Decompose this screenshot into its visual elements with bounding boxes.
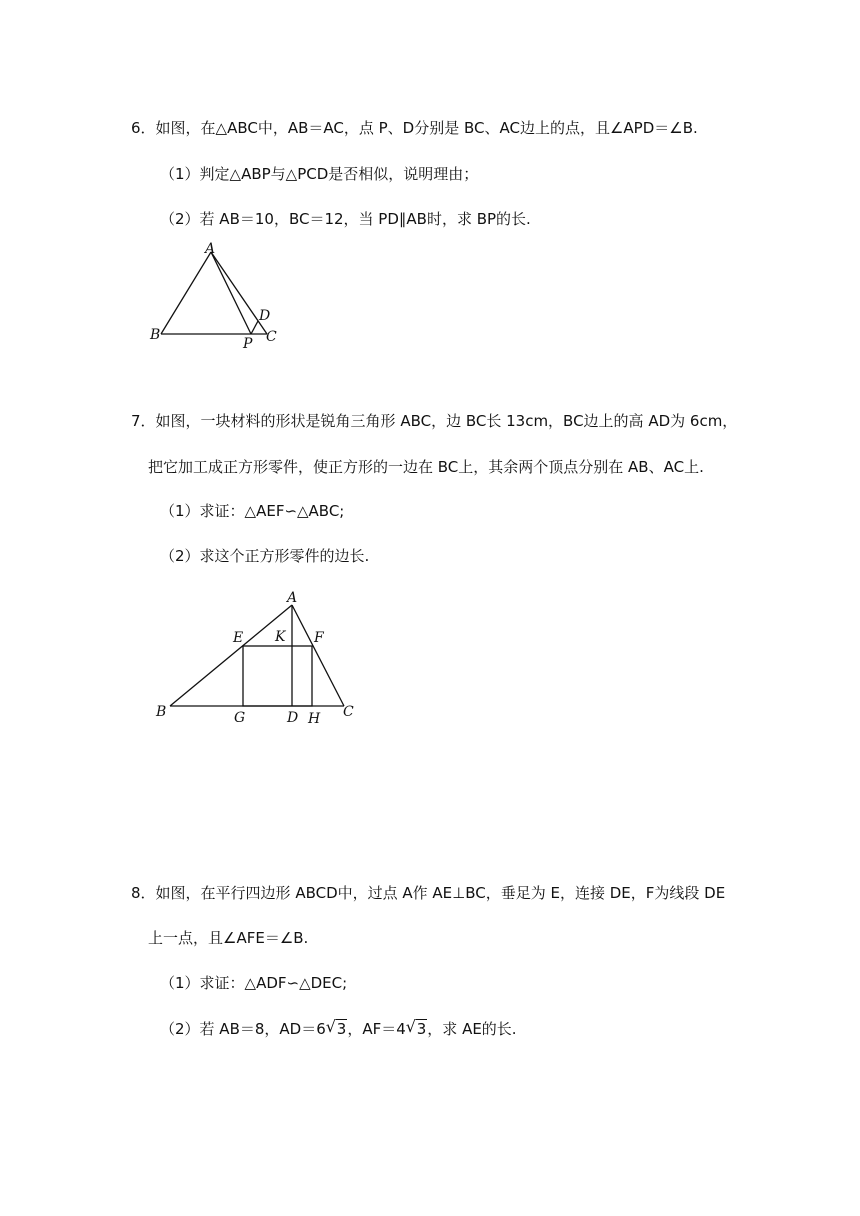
q6-stem: 6．如图，在△ABC中，AB＝AC，点 P、D分别是 BC、AC边上的点，且∠APD＝∠B. [131,119,698,137]
q7-stem-line2: 把它加工成正方形零件，使正方形的一边在 BC上，其余两个顶点分别在 AB、AC上. [148,458,704,476]
q7-label-g: G [234,710,246,726]
q7-label-e: E [233,630,244,646]
q6-label-c: C [266,329,277,345]
q7-figure [150,585,365,730]
q7-part2: （2）求这个正方形零件的边长. [160,547,370,565]
sqrt-symbol: √ 3 [325,1017,347,1038]
q6-label-a: A [205,241,216,257]
q6-figure [145,238,295,350]
q7-label-a: A [287,590,298,606]
q8-radicand-1: 3 [336,1020,347,1038]
q6-part2: （2）若 AB＝10，BC＝12，当 PD∥AB时，求 BP的长. [160,210,531,228]
q6-label-b: B [150,327,161,343]
q8-stem-line1: 8．如图，在平行四边形 ABCD中，过点 A作 AE⊥BC，垂足为 E，连接 DE，F为线段 DE [131,884,726,902]
q6-label-p: P [243,336,253,350]
q8-part2 [160,1019,517,1039]
q8-part1: （1）求证：△ADF∽△DEC; [160,974,348,992]
q6-part1: （1）判定△ABP与△PCD是否相似，说明理由； [160,165,479,183]
q8-radicand-2: 3 [416,1020,427,1038]
sqrt-symbol: √ 3 [405,1017,427,1038]
q8-part2-prefix: （2）若 AB＝8，AD＝6 [160,1020,326,1038]
q7-stem-line1: 7．如图，一块材料的形状是锐角三角形 ABC，边 BC长 13cm，BC边上的高 AD为 6cm， [131,412,738,430]
q8-stem-line2: 上一点，且∠AFE＝∠B. [148,929,309,947]
q8-part2-mid: ，AF＝4 [347,1020,406,1038]
q7-label-b: B [156,704,167,720]
q6-label-d: D [259,308,271,324]
q7-label-f: F [314,630,324,646]
q7-label-h: H [308,711,321,727]
q7-label-d: D [287,710,299,726]
q8-part2-suffix: ，求 AE的长. [427,1020,517,1038]
q7-part1: （1）求证：△AEF∽△ABC; [160,502,345,520]
q7-label-k: K [275,629,286,645]
q7-label-c: C [343,704,354,720]
